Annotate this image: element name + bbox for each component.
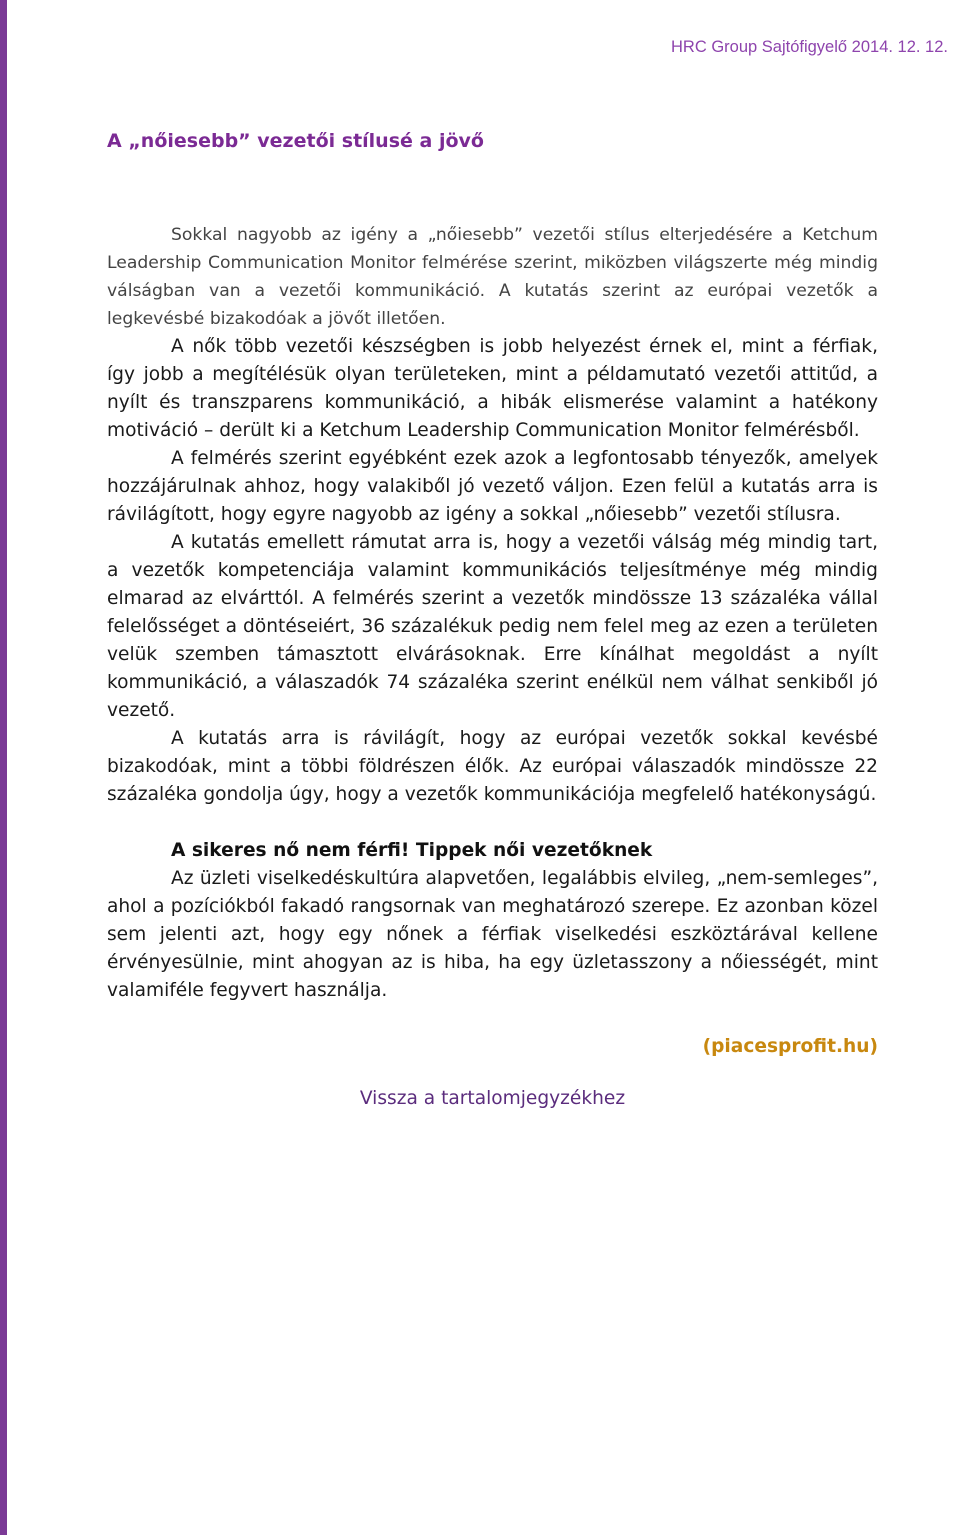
- section-subheading: A sikeres nő nem férfi! Tippek női vezetőknek: [171, 840, 653, 861]
- page-header: HRC Group Sajtófigyelő 2014. 12. 12.: [671, 38, 948, 56]
- back-to-contents-link[interactable]: Vissza a tartalomjegyzékhez: [359, 1088, 626, 1109]
- source-credit: (piacesprofit.hu): [702, 1036, 878, 1057]
- article-intro: Sokkal nagyobb az igény a „nőiesebb” vezetői stílus elterjedésére a Ketchum Leadership Communication Monitor felmérése szerint, miközben világszerte még mindig válságban van a vezetői kommunikáció. A kutatás szerint az európai vezetők a legkevésbé bizakodóak a jövőt illetően.: [107, 225, 878, 329]
- side-accent-bar: [0, 0, 7, 1535]
- article-paragraph-2: A felmérés szerint egyébként ezek azok a legfontosabb tényezők, amelyek hozzájárulnak ahhoz, hogy valakiből jó vezető váljon. Ezen felül a kutatás arra is rávilágított, hogy egyre nagyobb az igény a sokkal „nőiesebb” vezetői stílusra.: [107, 448, 878, 525]
- article-paragraph-3: A kutatás emellett rámutat arra is, hogy a vezetői válság még mindig tart, a vezetők kompetenciája valamint kommunikációs teljesítménye még mindig elmarad az elvárttól. A felmérés szerint a vezetők mindössze 13 százaléka vállal felelősséget a döntéseiért, 36 százalékuk pedig nem felel meg az ezen a területen velük szemben támasztott elvárásoknak. Erre kínálhat megoldást a nyílt kommunikáció, a válaszadók 74 százaléka szerint enélkül nem válhat senkiből jó vezető.: [107, 532, 878, 721]
- article-paragraph-1: A nők több vezetői készségben is jobb helyezést érnek el, mint a férfiak, így jobb a megítélésük olyan területeken, mint a példamutató vezetői attitűd, a nyílt és transzparens kommunikáció, a hibák elismerése valamint a hatékony motiváció – derült ki a Ketchum Leadership Communication Monitor felmérésből.: [107, 336, 878, 441]
- article-body: [107, 221, 878, 1113]
- article-title: A „nőiesebb” vezetői stílusé a jövő: [107, 130, 484, 152]
- section-paragraph: Az üzleti viselkedéskultúra alapvetően, legalábbis elvileg, „nem-semleges”, ahol a pozíciókból fakadó rangsornak van meghatározó szerepe. Ez azonban közel sem jelenti azt, hogy egy nőnek a férfiak viselkedési eszköztárával kellene érvényesülnie, mint ahogyan az is hiba, ha egy üzletasszony a nőiességét, mint valamiféle fegyvert használja.: [107, 868, 878, 1001]
- article-paragraph-4: A kutatás arra is rávilágít, hogy az európai vezetők sokkal kevésbé bizakodóak, mint a többi földrészen élők. Az európai válaszadók mindössze 22 százaléka gondolja úgy, hogy a vezetők kommunikációja megfelelő hatékonyságú.: [107, 728, 878, 805]
